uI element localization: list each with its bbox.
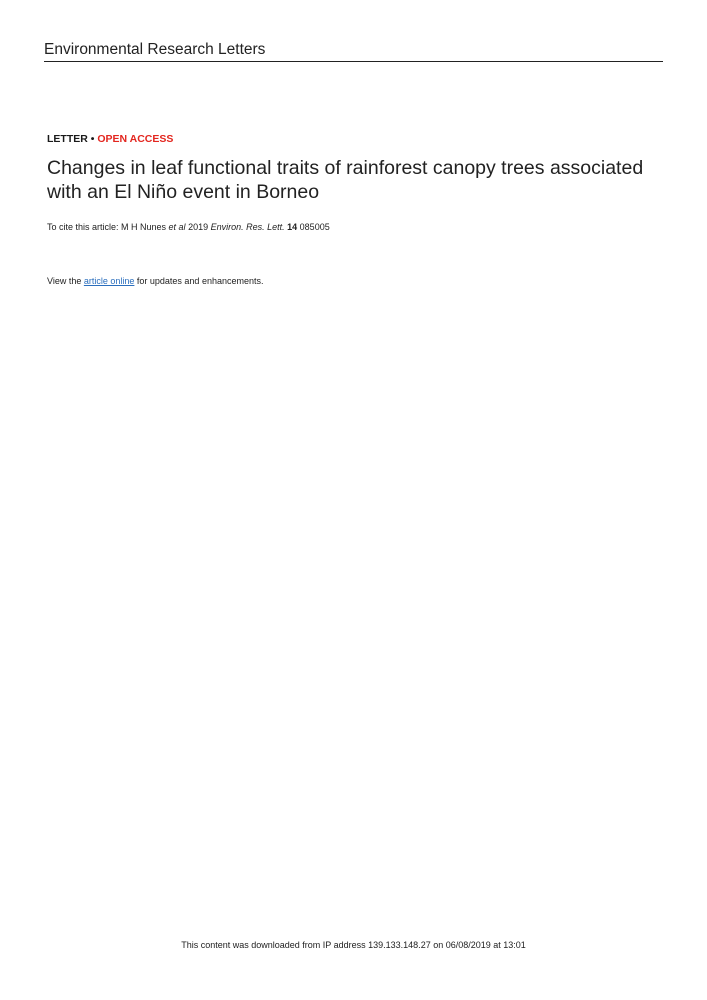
article-type-label: LETTER	[47, 133, 88, 145]
download-note: This content was downloaded from IP address 139.133.148.27 on 06/08/2019 at 13:01	[181, 940, 526, 950]
article-online-link[interactable]: article online	[83, 276, 135, 286]
view-online-prefix: View the	[47, 276, 84, 286]
view-online-line	[47, 276, 263, 286]
article-title: Changes in leaf functional traits of rainforest canopy trees associated with an El Niño event in Borneo	[47, 157, 644, 203]
citation-etal: et al	[168, 222, 186, 232]
journal-header	[44, 40, 663, 62]
citation-line	[47, 222, 330, 232]
citation-prefix: To cite this article: M H Nunes	[47, 222, 169, 232]
citation-volume: 14	[287, 222, 298, 232]
open-access-label: OPEN ACCESS	[97, 133, 174, 145]
article-type-line	[47, 133, 173, 145]
citation-article-number: 085005	[297, 222, 330, 232]
view-online-suffix: for updates and enhancements.	[134, 276, 264, 286]
journal-title: Environmental Research Letters	[44, 41, 266, 58]
article-type-separator: •	[87, 133, 98, 145]
citation-year: 2019	[185, 222, 211, 232]
citation-journal-abbrev: Environ. Res. Lett.	[210, 222, 285, 232]
